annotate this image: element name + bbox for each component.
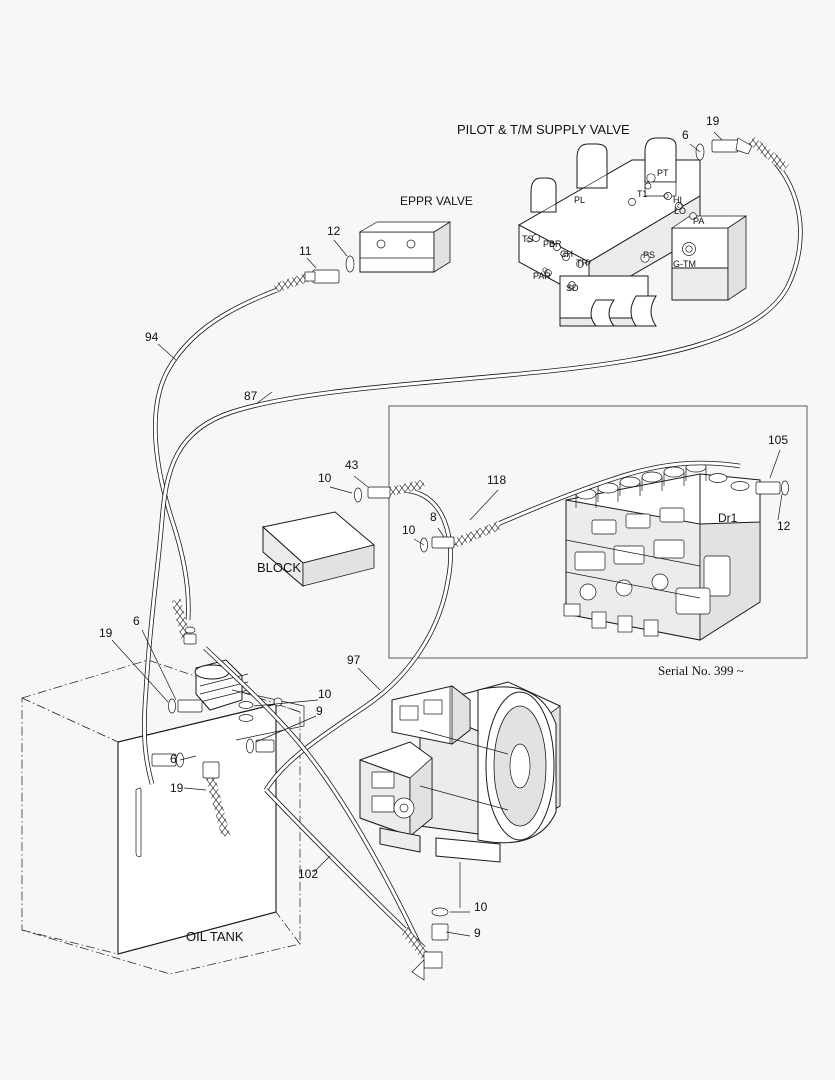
note-serial-399: Serial No. 399 ~ bbox=[658, 663, 744, 678]
callout-105: 105 bbox=[768, 433, 789, 447]
port-label-TS: TS bbox=[522, 234, 534, 244]
callout-118: 118 bbox=[487, 473, 507, 487]
callout-10-block-b: 10 bbox=[402, 523, 416, 537]
callout-19-pilot: 19 bbox=[706, 114, 720, 128]
callout-19-tank-a: 19 bbox=[99, 626, 113, 640]
port-label-HI: HI bbox=[673, 195, 682, 205]
port-label-Dr1: Dr1 bbox=[718, 511, 738, 525]
callout-10-tank: 10 bbox=[318, 687, 332, 701]
callout-10-bottom: 10 bbox=[474, 900, 488, 914]
eppr-valve-body bbox=[360, 222, 450, 272]
callout-9-tank: 9 bbox=[316, 704, 323, 718]
port-label-LO: LO bbox=[674, 206, 687, 216]
port-label-T1: T1 bbox=[637, 189, 648, 199]
port-label-CH: CH bbox=[560, 249, 573, 259]
callout-102: 102 bbox=[298, 867, 319, 881]
callout-11: 11 bbox=[299, 244, 312, 258]
callout-12-mcv: 12 bbox=[777, 519, 791, 533]
callout-9-bottom: 9 bbox=[474, 926, 481, 940]
oil-tank-body bbox=[22, 660, 304, 974]
port-label-PBR: PBR bbox=[543, 239, 562, 249]
hose-43 bbox=[386, 490, 451, 580]
title-block: BLOCK bbox=[257, 560, 302, 575]
callout-6-tank-a: 6 bbox=[133, 614, 140, 628]
title-eppr-valve: EPPR VALVE bbox=[400, 194, 473, 208]
port-label-TR: TR bbox=[576, 258, 588, 268]
port-label-G-TM: G-TM bbox=[673, 259, 696, 269]
port-label-PA: PA bbox=[693, 216, 705, 226]
title-pilot-tm-supply-valve: PILOT & T/M SUPPLY VALVE bbox=[457, 122, 630, 137]
callout-97: 97 bbox=[347, 653, 361, 667]
port-label-PL: PL bbox=[574, 195, 586, 205]
callout-10-block-a: 10 bbox=[318, 471, 332, 485]
callout-87: 87 bbox=[244, 389, 258, 403]
pilot-tm-supply-valve-body bbox=[519, 138, 746, 326]
main-pump-assembly bbox=[360, 682, 560, 862]
callout-94: 94 bbox=[145, 330, 159, 344]
callout-8: 8 bbox=[430, 510, 437, 524]
callout-12-eppr: 12 bbox=[327, 224, 341, 238]
callout-6-pilot: 6 bbox=[682, 128, 689, 142]
port-label-PT: PT bbox=[657, 168, 669, 178]
title-oil-tank: OIL TANK bbox=[186, 929, 244, 944]
main-control-valve bbox=[564, 462, 760, 640]
callout-6-tank-b: 6 bbox=[170, 752, 177, 766]
port-label-PAR: PAR bbox=[533, 271, 551, 281]
callout-43: 43 bbox=[345, 458, 359, 472]
port-label-PS: PS bbox=[643, 250, 656, 260]
port-label-SD: SD bbox=[566, 283, 579, 293]
callout-19-tank-b: 19 bbox=[170, 781, 184, 795]
